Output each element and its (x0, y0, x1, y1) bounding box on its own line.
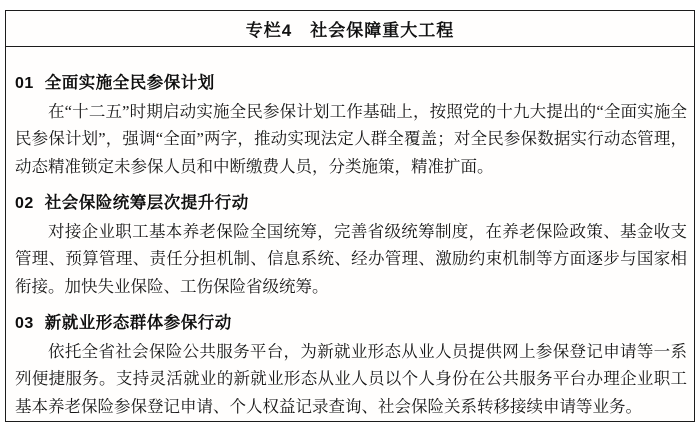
section-2-heading (15, 190, 687, 218)
section-2-number: 02 (15, 195, 34, 212)
section-2 (15, 190, 687, 300)
section-3-number: 03 (15, 315, 34, 332)
panel-title: 专栏4 社会保障重大工程 (245, 21, 455, 40)
section-3-title: 新就业形态群体参保行动 (44, 314, 232, 332)
section-1-title: 全面实施全民参保计划 (44, 74, 215, 92)
panel-header (6, 11, 694, 47)
section-3-heading (15, 310, 687, 338)
section-1 (15, 70, 687, 180)
column-panel (5, 10, 695, 422)
section-1-paragraph: 在“十二五”时期启动实施全民参保计划工作基础上，按照党的十九大提出的“全面实施全民参保计划”，强调“全面”两字，推动实现法定人群全覆盖；对全民参保数据实行动态管理，动态精准锁定未参保人员和中断缴费人员，分类施策，精准扩面。 (15, 101, 687, 176)
section-2-paragraph: 对接企业职工基本养老保险全国统筹，完善省级统筹制度，在养老保险政策、基金收支管理、预算管理、责任分担机制、信息系统、经办管理、激励约束机制等方面逐步与国家相衔接。加快失业保险、工伤保险省级统筹。 (15, 221, 687, 296)
section-3 (15, 310, 687, 420)
section-1-heading (15, 70, 687, 98)
document-page (0, 10, 700, 422)
section-1-number: 01 (15, 75, 34, 92)
section-3-paragraph: 依托全省社会保险公共服务平台，为新就业形态从业人员提供网上参保登记申请等一系列便捷服务。支持灵活就业的新就业形态从业人员以个人身份在公共服务平台办理企业职工基本养老保险参保登记申请、个人权益记录查询、社会保险关系转移接续申请等业务。 (15, 341, 687, 416)
panel-body (6, 47, 694, 424)
section-2-title: 社会保险统筹层次提升行动 (44, 194, 249, 212)
